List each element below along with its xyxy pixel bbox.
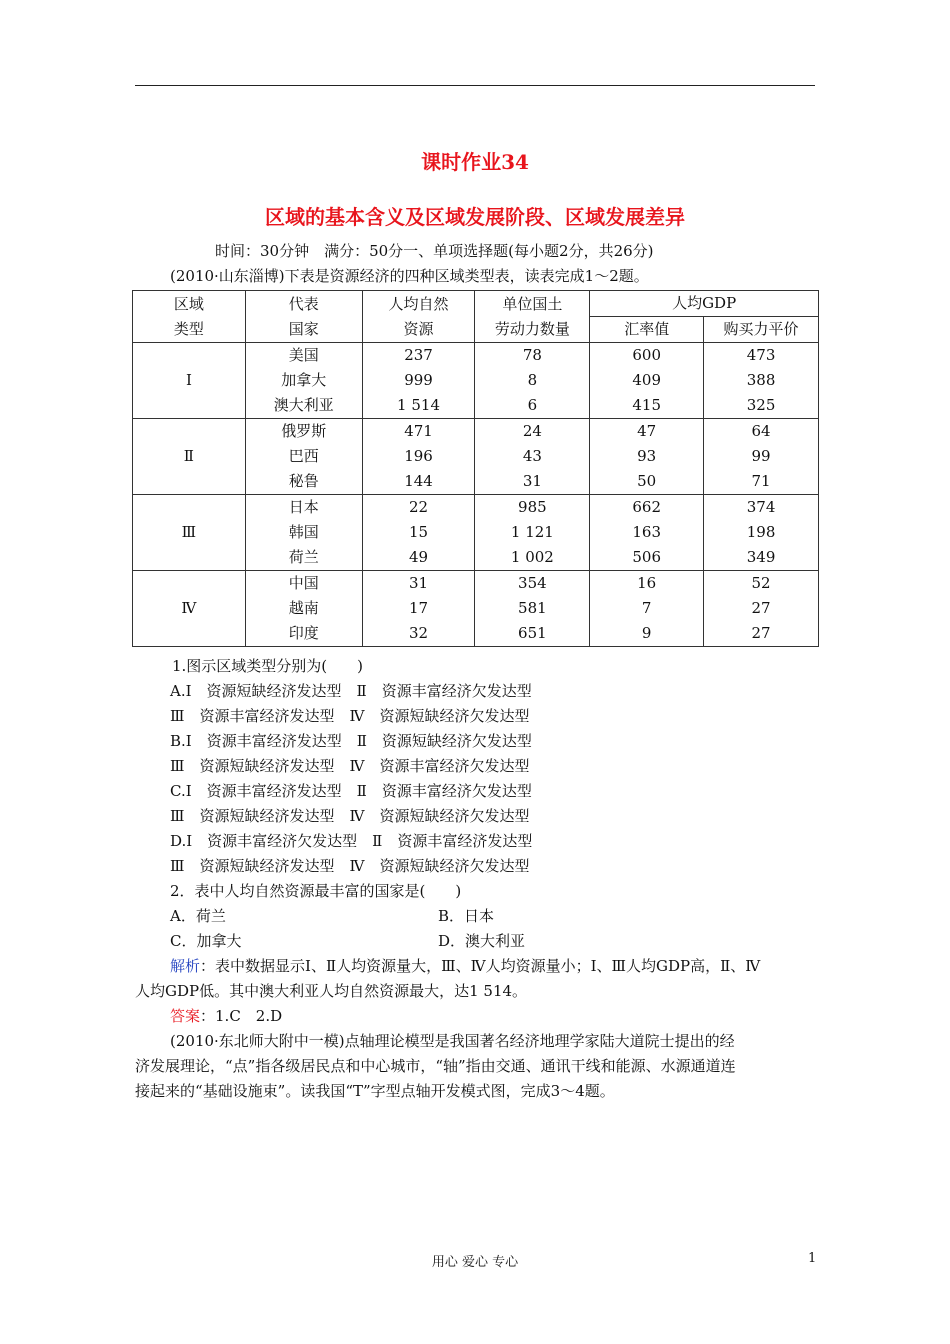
country-cell: 印度 — [245, 621, 362, 647]
value-cell: 93 — [590, 444, 704, 469]
value-cell: 1 121 — [475, 520, 590, 545]
header-gdp: 人均GDP — [590, 291, 819, 317]
value-cell: 31 — [475, 469, 590, 495]
region-type-cell: Ⅰ — [133, 343, 246, 419]
q2-option-a: A．荷兰 — [170, 907, 226, 925]
header-labor: 单位国土 劳动力数量 — [475, 291, 590, 343]
value-cell: 388 — [704, 368, 819, 393]
intro-text: (2010·山东淄博)下表是资源经济的四种区域类型表，读表完成1～2题。 — [170, 267, 649, 285]
country-cell: 巴西 — [245, 444, 362, 469]
country-cell: 日本 — [245, 495, 362, 521]
value-cell: 651 — [475, 621, 590, 647]
q1-option-c-line2: Ⅲ 资源短缺经济发达型 Ⅳ 资源短缺经济欠发达型 — [170, 807, 530, 825]
q1-stem: 1.图示区域类型分别为( ) — [172, 657, 364, 675]
q2-option-b: B．日本 — [438, 907, 495, 925]
q1-option-b-line2: Ⅲ 资源短缺经济发达型 Ⅳ 资源丰富经济欠发达型 — [170, 757, 530, 775]
value-cell: 8 — [475, 368, 590, 393]
header-gdp-rate: 汇率值 — [590, 317, 704, 343]
q2-option-c: C．加拿大 — [170, 932, 242, 950]
value-cell: 24 — [475, 419, 590, 445]
country-cell: 加拿大 — [245, 368, 362, 393]
value-cell: 50 — [590, 469, 704, 495]
q2-option-d: D．澳大利亚 — [438, 932, 526, 950]
value-cell: 999 — [362, 368, 475, 393]
value-cell: 32 — [362, 621, 475, 647]
value-cell: 471 — [362, 419, 475, 445]
value-cell: 1 002 — [475, 545, 590, 571]
country-cell: 韩国 — [245, 520, 362, 545]
page-subtitle: 区域的基本含义及区域发展阶段、区域发展差异 — [265, 205, 685, 229]
value-cell: 17 — [362, 596, 475, 621]
region-type-cell: Ⅲ — [133, 495, 246, 571]
country-cell: 澳大利亚 — [245, 393, 362, 419]
q2-stem: 2．表中人均自然资源最丰富的国家是( ) — [170, 882, 462, 900]
resource-economy-table — [132, 290, 819, 647]
value-cell: 27 — [704, 621, 819, 647]
value-cell: 473 — [704, 343, 819, 369]
country-cell: 俄罗斯 — [245, 419, 362, 445]
country-cell: 荷兰 — [245, 545, 362, 571]
value-cell: 16 — [590, 571, 704, 597]
q1-option-a-line1: A.Ⅰ 资源短缺经济发达型 Ⅱ 资源丰富经济欠发达型 — [170, 682, 532, 700]
value-cell: 22 — [362, 495, 475, 521]
region-type-cell: Ⅳ — [133, 571, 246, 647]
passage-line1: (2010·东北师大附中一模)点轴理论模型是我国著名经济地理学家陆大道院士提出的经 — [170, 1032, 735, 1050]
table-row — [133, 419, 819, 445]
value-cell: 415 — [590, 393, 704, 419]
q1-option-d-line1: D.Ⅰ 资源丰富经济欠发达型 Ⅱ 资源丰富经济发达型 — [170, 832, 533, 850]
passage-line3: 接起来的“基础设施束”。读我国“T”字型点轴开发模式图，完成3～4题。 — [135, 1082, 615, 1100]
page-footer: 用心 爱心 专心 — [431, 1255, 519, 1270]
value-cell: 7 — [590, 596, 704, 621]
value-cell: 49 — [362, 545, 475, 571]
value-cell: 985 — [475, 495, 590, 521]
value-cell: 1 514 — [362, 393, 475, 419]
table-row — [133, 571, 819, 597]
answer-line: 答案：1.C 2.D — [170, 1007, 283, 1025]
page-title: 课时作业34 — [421, 150, 529, 174]
answer-label: 答案 — [170, 1007, 201, 1025]
value-cell: 15 — [362, 520, 475, 545]
value-cell: 9 — [590, 621, 704, 647]
value-cell: 47 — [590, 419, 704, 445]
header-type: 区域 类型 — [133, 291, 246, 343]
header-rule — [135, 85, 815, 86]
value-cell: 6 — [475, 393, 590, 419]
value-cell: 196 — [362, 444, 475, 469]
q1-option-b-line1: B.Ⅰ 资源丰富经济发达型 Ⅱ 资源短缺经济欠发达型 — [170, 732, 532, 750]
country-cell: 美国 — [245, 343, 362, 369]
table-row — [133, 343, 819, 369]
country-cell: 秘鲁 — [245, 469, 362, 495]
q1-option-d-line2: Ⅲ 资源短缺经济发达型 Ⅳ 资源短缺经济欠发达型 — [170, 857, 530, 875]
value-cell: 237 — [362, 343, 475, 369]
q1-option-a-line2: Ⅲ 资源丰富经济发达型 Ⅳ 资源短缺经济欠发达型 — [170, 707, 530, 725]
value-cell: 600 — [590, 343, 704, 369]
value-cell: 374 — [704, 495, 819, 521]
analysis-line2: 人均GDP低。其中澳大利亚人均自然资源最大，达1 514。 — [135, 982, 528, 1000]
value-cell: 71 — [704, 469, 819, 495]
exam-meta: 时间：30分钟 满分：50分一、单项选择题(每小题2分，共26分) — [215, 242, 654, 260]
value-cell: 662 — [590, 495, 704, 521]
value-cell: 409 — [590, 368, 704, 393]
value-cell: 78 — [475, 343, 590, 369]
analysis-label: 解析 — [170, 957, 201, 975]
page-number: 1 — [808, 1251, 817, 1266]
analysis-line1: 解析：表中数据显示Ⅰ、Ⅱ人均资源量大，Ⅲ、Ⅳ人均资源量小；Ⅰ、Ⅲ人均GDP高，Ⅱ、Ⅳ — [170, 957, 761, 975]
value-cell: 163 — [590, 520, 704, 545]
value-cell: 198 — [704, 520, 819, 545]
value-cell: 349 — [704, 545, 819, 571]
value-cell: 99 — [704, 444, 819, 469]
header-resources: 人均自然 资源 — [362, 291, 475, 343]
value-cell: 144 — [362, 469, 475, 495]
region-type-cell: Ⅱ — [133, 419, 246, 495]
passage-line2: 济发展理论，“点”指各级居民点和中心城市，“轴”指由交通、通讯干线和能源、水源通道连 — [135, 1057, 736, 1075]
value-cell: 27 — [704, 596, 819, 621]
value-cell: 354 — [475, 571, 590, 597]
header-gdp-ppp: 购买力平价 — [704, 317, 819, 343]
value-cell: 325 — [704, 393, 819, 419]
country-cell: 越南 — [245, 596, 362, 621]
value-cell: 64 — [704, 419, 819, 445]
table-row — [133, 495, 819, 521]
value-cell: 52 — [704, 571, 819, 597]
value-cell: 31 — [362, 571, 475, 597]
q1-option-c-line1: C.Ⅰ 资源丰富经济发达型 Ⅱ 资源丰富经济欠发达型 — [170, 782, 532, 800]
value-cell: 581 — [475, 596, 590, 621]
value-cell: 506 — [590, 545, 704, 571]
value-cell: 43 — [475, 444, 590, 469]
header-country: 代表 国家 — [245, 291, 362, 343]
country-cell: 中国 — [245, 571, 362, 597]
